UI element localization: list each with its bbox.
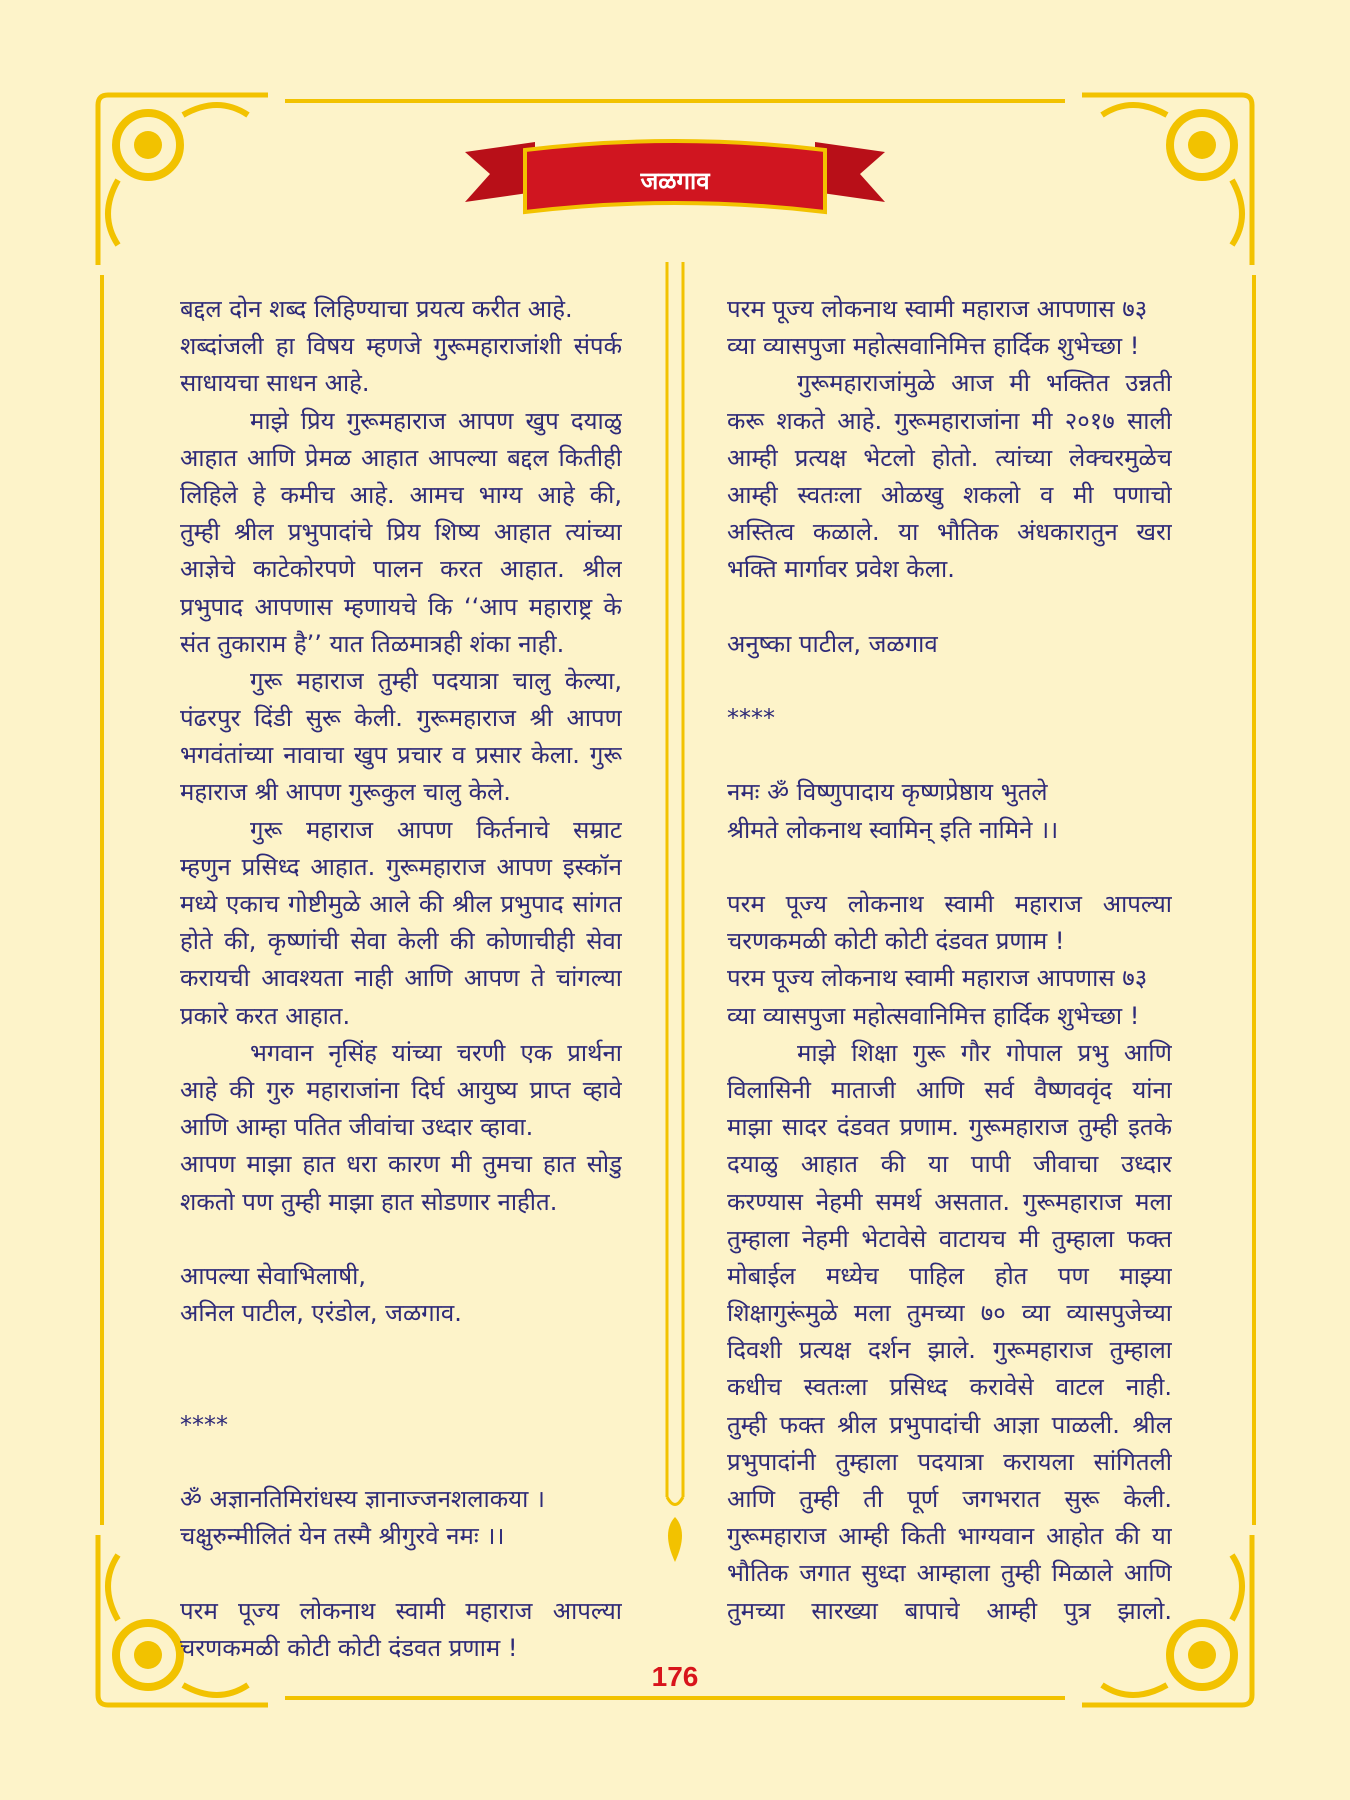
- text-line: परम पूज्य लोकनाथ स्वामी महाराज आपल्या: [180, 1596, 622, 1625]
- blank-line: [727, 663, 1172, 700]
- text-line: अस्तित्व कळाले. या भौतिक अंधकारातुन खरा: [727, 518, 1172, 547]
- right-column: [727, 291, 1172, 1630]
- text-line: गुरूमहाराजांमुळे आज मी भक्तित उन्नती: [797, 369, 1172, 398]
- text-line: करायची आवश्यता नाही आणि आपण ते चांगल्या: [180, 964, 622, 993]
- blank-line: [180, 1555, 622, 1592]
- text-line: करू शकते आहे. गुरूमहाराजांना मी २०१७ साली: [727, 406, 1172, 435]
- text-line: आम्ही प्रत्यक्ष भेटलो होतो. त्यांच्या लेक्चरमुळेच: [727, 443, 1172, 472]
- text-line: आहात आणि प्रेमळ आहात आपल्या बद्दल कितीही: [180, 443, 622, 472]
- text-line: गुरू महाराज तुम्ही पदयात्रा चालु केल्या,: [250, 666, 622, 695]
- text-line: ॐ अज्ञानतिमिरांधस्य ज्ञानाज्जनशलाकया ।: [180, 1485, 546, 1513]
- blank-line: [727, 737, 1172, 774]
- text-line: माझे शिक्षा गुरू गौर गोपाल प्रभु आणि: [797, 1038, 1172, 1067]
- frame-top-line: [285, 99, 1065, 103]
- text-line: आणि आम्हा पतित जीवांचा उध्दार व्हावा.: [180, 1113, 534, 1142]
- text-line: पंढरपुर दिंडी सुरू केली. गुरूमहाराज श्री आपण: [180, 704, 622, 733]
- text-line: आणि तुम्ही ती पूर्ण जगभरात सुरू केली.: [727, 1485, 1172, 1513]
- text-line: प्रकारे करत आहात.: [180, 1001, 351, 1030]
- blank-line: [180, 1444, 622, 1481]
- text-line: तुम्ही श्रील प्रभुपादांचे प्रिय शिष्य आहात त्यांच्या: [180, 518, 622, 547]
- text-line: मध्ये एकाच गोष्टीमुळे आले की श्रील प्रभुपाद सांगत: [180, 890, 622, 918]
- text-line: आज्ञेचे काटेकोरपणे पालन करत आहात. श्रील: [180, 555, 622, 584]
- frame-right-line: [1252, 275, 1256, 1525]
- text-line: माझा सादर दंडवत प्रणाम. गुरूमहाराज तुम्ही इतके: [727, 1113, 1172, 1142]
- frame-bottom-line: [285, 1696, 1065, 1700]
- text-line: तुमच्या सारख्या बापाचे आम्ही पुत्र झालो.: [727, 1596, 1172, 1625]
- left-column: [180, 291, 622, 1667]
- text-line: शकतो पण तुम्ही माझा हात सोडणार नाहीत.: [180, 1187, 558, 1216]
- text-line: संत तुकाराम है’’ यात तिळमात्रही शंका नाही.: [180, 629, 565, 658]
- section-banner: [465, 132, 885, 224]
- text-line: दिवशी प्रत्यक्ष दर्शन झाले. गुरूमहाराज तुम्हाला: [727, 1336, 1172, 1365]
- text-line: माझे प्रिय गुरूमहाराज आपण खुप दयाळु: [250, 406, 622, 435]
- text-line: परम पूज्य लोकनाथ स्वामी महाराज आपणास ७३: [727, 964, 1148, 993]
- text-line: आपल्या सेवाभिलाषी,: [180, 1261, 366, 1290]
- text-line: दयाळु आहात की या पापी जीवाचा उध्दार: [727, 1150, 1172, 1179]
- text-line: शब्दांजली हा विषय म्हणजे गुरूमहाराजांशी संपर्क: [180, 332, 622, 361]
- text-line: गुरूमहाराज आम्ही किती भाग्यवान आहोत की या: [727, 1522, 1172, 1551]
- text-line: करण्यास नेहमी समर्थ असतात. गुरूमहाराज मला: [727, 1187, 1172, 1216]
- text-line: ****: [727, 704, 775, 733]
- blank-line: [180, 1332, 622, 1369]
- text-line: विलासिनी माताजी आणि सर्व वैष्णववृंद यांना: [727, 1075, 1172, 1104]
- text-line: तुम्हाला नेहमी भेटावेसे वाटायच मी तुम्हाला फक्त: [727, 1224, 1172, 1253]
- corner-ornament-icon: [1072, 85, 1262, 275]
- text-line: परम पूज्य लोकनाथ स्वामी महाराज आपणास ७३: [727, 295, 1148, 323]
- text-line: नमः ॐ विष्णुपादाय कृष्णप्रेष्ठाय भुतले: [727, 778, 1048, 807]
- text-line: ****: [180, 1410, 228, 1439]
- text-line: व्या व्यासपुजा महोत्सवानिमित्त हार्दिक शुभेच्छा !: [727, 1001, 1140, 1030]
- page-number: 176: [651, 1661, 699, 1692]
- banner-title: जळगाव: [640, 167, 710, 195]
- text-line: भक्ति मार्गावर प्रवेश केला.: [727, 555, 955, 584]
- text-line: महाराज श्री आपण गुरूकुल चालु केले.: [180, 778, 511, 807]
- text-line: आम्ही स्वतःला ओळखु शकलो व मी पणाचो: [727, 480, 1172, 509]
- text-line: आपण माझा हात धरा कारण मी तुमचा हात सोडु: [180, 1150, 622, 1179]
- text-line: बद्दल दोन शब्द लिहिण्याचा प्रयत्य करीत आहे.: [180, 295, 573, 323]
- text-line: चरणकमळी कोटी कोटी दंडवत प्रणाम !: [180, 1633, 518, 1662]
- text-line: व्या व्यासपुजा महोत्सवानिमित्त हार्दिक शुभेच्छा !: [727, 332, 1140, 361]
- text-line: मोबाईल मध्येच पाहिल होत पण माझ्या: [727, 1261, 1172, 1290]
- text-line: म्हणुन प्रसिध्द आहात. गुरूमहाराज आपण इस्कॉन: [180, 852, 622, 881]
- text-line: शिक्षागुरूंमुळे मला तुमच्या ७० व्या व्यासपुजेच्या: [727, 1299, 1172, 1328]
- text-line: परम पूज्य लोकनाथ स्वामी महाराज आपल्या: [727, 890, 1172, 918]
- text-line: होते की, कृष्णांची सेवा केली की कोणाचीही सेवा: [180, 927, 622, 956]
- text-line: तुम्ही फक्त श्रील प्रभुपादांची आज्ञा पाळली. श्रील: [727, 1410, 1172, 1439]
- text-line: आहे की गुरु महाराजांना दिर्घ आयुष्य प्राप्त व्हावे: [180, 1075, 622, 1104]
- corner-ornament-icon: [88, 85, 278, 275]
- frame-left-line: [100, 275, 104, 1525]
- text-line: चरणकमळी कोटी कोटी दंडवत प्रणाम !: [727, 927, 1065, 956]
- text-line: प्रभुपादांनी तुम्हाला पदयात्रा करायला सांगितली: [727, 1447, 1172, 1476]
- blank-line: [180, 1221, 622, 1258]
- text-line: अनिल पाटील, एरंडोल, जळगाव.: [180, 1299, 462, 1328]
- text-line: गुरू महाराज आपण किर्तनाचे सम्राट: [250, 815, 622, 844]
- text-line: भगवंतांच्या नावाचा खुप प्रचार व प्रसार केला. गुरू: [180, 741, 622, 770]
- text-line: साधायचा साधन आहे.: [180, 369, 370, 398]
- blank-line: [727, 589, 1172, 626]
- text-line: कधीच स्वतःला प्रसिध्द करावेसे वाटल नाही.: [727, 1373, 1172, 1402]
- text-line: लिहिले हे कमीच आहे. आमच भाग्य आहे की,: [180, 480, 622, 509]
- blank-line: [180, 1369, 622, 1406]
- text-line: चक्षुरुन्मीलितं येन तस्मै श्रीगुरवे नमः ।।: [180, 1522, 505, 1551]
- text-line: भौतिक जगात सुध्दा आम्हाला तुम्ही मिळाले आणि: [727, 1559, 1172, 1588]
- text-line: प्रभुपाद आपणास म्हणायचे कि ‘‘आप महाराष्ट्र के: [180, 592, 622, 621]
- text-line: भगवान नृसिंह यांच्या चरणी एक प्रार्थना: [250, 1038, 622, 1067]
- column-divider: [659, 262, 691, 1562]
- text-line: अनुष्का पाटील, जळगाव: [727, 629, 938, 658]
- text-line: श्रीमते लोकनाथ स्वामिन् इति नामिने ।।: [727, 815, 1059, 844]
- blank-line: [727, 849, 1172, 886]
